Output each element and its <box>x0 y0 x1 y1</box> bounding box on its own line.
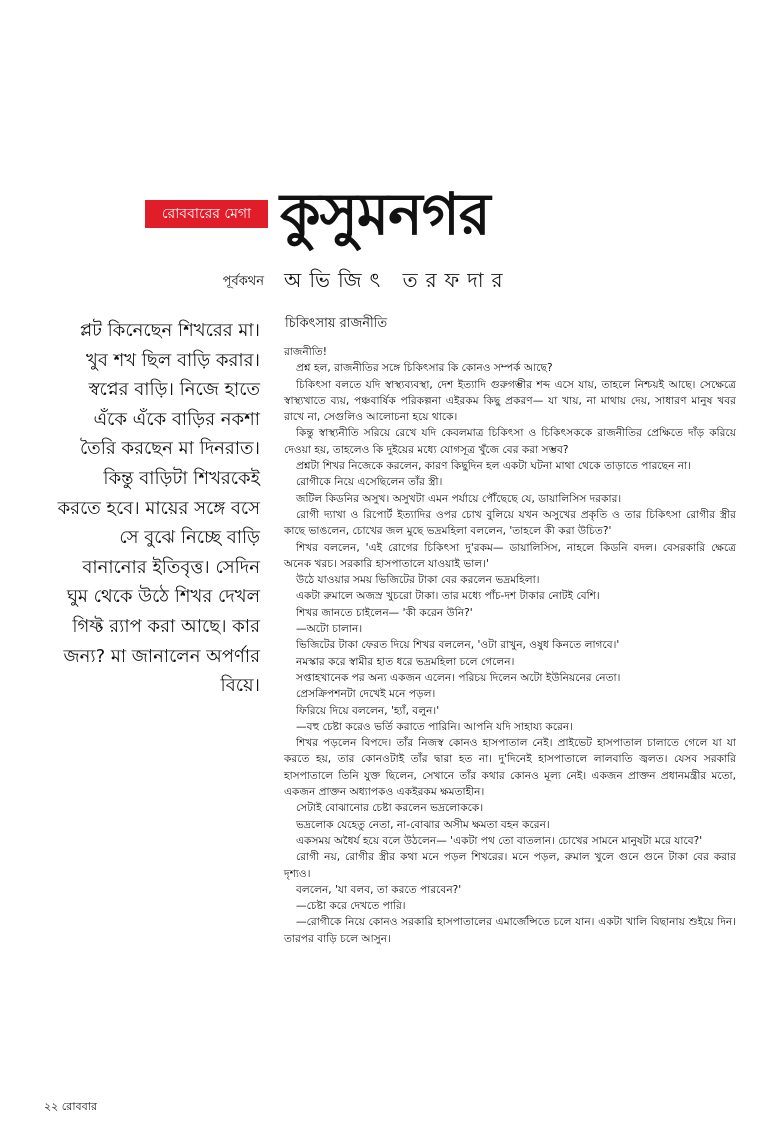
paragraph: ভিজিটের টাকা ফেরত দিয়ে শিখর বললেন, 'ওটা রাখুন, ওষুধ কিনতে লাগবে।' <box>296 639 620 652</box>
paragraph: প্রশ্ন হল, রাজনীতির সঙ্গে চিকিৎসার কি কোনও সম্পর্ক আছে? <box>296 362 553 375</box>
paragraph: জটিল কিডনির অসুখ। অসুখটা এমন পর্যায়ে পৌঁছেছে যে, ডায়ালিসিস দরকার। <box>296 492 622 505</box>
paragraph: সপ্তাহখানেক পর অন্য একজন এলেন। পরিচয় দিলেন অটো ইউনিয়নের নেতা। <box>296 671 621 684</box>
paragraph: —চেষ্টা করে দেখতে পারি। <box>296 900 406 913</box>
page-footer: ২২ রোববার <box>44 1100 97 1113</box>
paragraph: ফিরিয়ে দিয়ে বললেন, 'হ্যাঁ, বলুন।' <box>296 704 440 717</box>
paragraph: উঠে যাওয়ার সময় ভিজিটের টাকা বের করলেন ভদ্রমহিলা। <box>296 574 540 587</box>
paragraph: —অটো চালান। <box>296 623 363 636</box>
author-name: অভিজিৎ তরফদার <box>284 268 511 292</box>
paragraph: —বহু চেষ্টা করেও ভর্তি করাতে পারিনি। আপনি যদি সাহায্য করেন। <box>296 720 574 733</box>
story-title: কুসুমনগর <box>280 180 490 248</box>
previous-installment-label: পূর্বকথন <box>222 274 264 289</box>
pull-quote: প্লট কিনেছেন শিখরের মা। খুব শখ ছিল বাড়ি করার। স্বপ্নের বাড়ি। নিজে হাতে এঁকে এঁকে বাড়ির নকশা তৈরি করছেন মা দিনরাত। কিন্তু বাড়িটা শিখরকেই করতে হবে। মায়ের সঙ্গে বসে সে বুঝে নিচ্ছে বাড়ি বানানোর ইতিবৃত্ত। সেদিন ঘুম থেকে উঠে শিখর দেখল গিফ্ট র‍্যাপ করা আছে। কার জন্য? মা জানালেন অপর্ণার বিয়ে। <box>57 320 260 697</box>
paragraph: নমস্কার করে স্বামীর হাত ধরে ভদ্রমহিলা চলে গেলেন। <box>296 655 515 668</box>
paragraph: শিখর জানতে চাইলেন— 'কী করেন উনি?' <box>296 606 473 619</box>
story-body <box>284 344 736 947</box>
paragraph: প্রেসক্রিপশনটা দেখেই মনে পড়ল। <box>296 688 436 701</box>
paragraph: শিখর বললেন, 'এই রোগের চিকিৎসা দু'রকম— ডায়ালিসিস, নাহলে কিডনি বদল। বেসরকারি ক্ষেত্রে অনেক খরচ। সরকারি হাসপাতালে যাওয়াই ভাল।' <box>284 541 736 570</box>
paragraph: —রোগীকে নিয়ে কোনও সরকারি হাসপাতালের এমার্জেন্সিতে চলে যান। একটা খালি বিছানায় শুইয়ে দিন। তারপর বাড়ি চলে আসুন। <box>284 916 736 945</box>
section-heading: চিকিৎসায় রাজনীতি <box>285 316 388 331</box>
paragraph: একটা রুমালে অজস্র খুচরো টাকা। তার মধ্যে পাঁচ-দশ টাকার নোটই বেশি। <box>296 590 600 603</box>
paragraph: রাজনীতি! <box>284 346 327 358</box>
paragraph: একসময় অধৈর্য হয়ে বলে উঠলেন— 'একটা পথ তো বাতলান। চোখের সামনে মানুষটা মরে যাবে?' <box>296 834 703 847</box>
paragraph: রোগী নয়, রোগীর স্ত্রীর কথা মনে পড়ল শিখরের। মনে পড়ল, রুমাল খুলে গুনে গুনে টাকা বের করার দৃশ্যও। <box>284 851 736 880</box>
paragraph: রোগীকে নিয়ে এসেছিলেন তাঁর স্ত্রী। <box>296 476 443 489</box>
paragraph: কিন্তু স্বাস্থ্যনীতি সরিয়ে রেখে যদি কেবলমাত্র চিকিৎসা ও চিকিৎসককে রাজনীতির প্রেক্ষিতে দাঁড় করিয়ে দেওয়া হয়, তাহলেও কি দুইয়ের মধ্যে যোগসূত্র খুঁজে বের করা সম্ভব? <box>284 427 736 456</box>
paragraph: রোগী দ্যাখা ও রিপোর্ট ইত্যাদির ওপর চোখ বুলিয়ে যখন অসুখের প্রকৃতি ও তার চিকিৎসা রোগীর স্ত্রীর কাছে ভাঙলেন, চোখের জল মুছে ভদ্রমহিলা বললেন, 'তাহলে কী করা উচিত?' <box>284 508 736 538</box>
paragraph: চিকিৎসা বলতে যদি স্বাস্থ্যব্যবস্থা, দেশ ইত্যাদি গুরুগম্ভীর শব্দ এসে যায়, তাহলে নিশ্চয়ই আছে। সেক্ষেত্রে স্বাস্থ্যখাতে ব্যয়, পঞ্চবার্ষিক পরিকল্পনা এইরকম কিছু প্রকরণ— যা খায়, না মাথায় দেয়, সাধারণ মানুষ খবর রাখে না, সেগুলিও আলোচনা হয়ে থাকে। <box>284 378 736 424</box>
paragraph: ভদ্রলোক যেহেতু নেতা, না-বোঝার অসীম ক্ষমতা বহন করেন। <box>296 818 550 831</box>
paragraph: সেটাই বোঝানোর চেষ্টা করলেন ভদ্রলোককে। <box>296 802 484 815</box>
paragraph: প্রশ্নটা শিখর নিজেকে করলেন, কারণ কিছুদিন হল একটা ঘটনা মাথা থেকে তাড়াতে পারছেন না। <box>296 460 691 473</box>
series-tag: রোববারের মেগা <box>145 200 268 228</box>
paragraph: শিখর পড়লেন বিপদে। তাঁর নিজস্ব কোনও হাসপাতাল নেই। প্রাইভেট হাসপাতাল চালাতে গেলে যা যা করতে হয়, তার কোনওটাই তাঁর দ্বারা হত না। দু'দিনেই হাসপাতালে লালবাতি জ্বলত। যেসব সরকারি হাসপাতালে তিনি যুক্ত ছিলেন, সেখানে তাঁর কথার কোনও মূল্য নেই। একজন প্রাক্তন প্রধানমন্ত্রীর মতো, একজন প্রাক্তন অধ্যাপকও একইরকম ক্ষমতাহীন। <box>284 737 736 799</box>
paragraph: বললেন, 'যা বলব, তা করতে পারবেন?' <box>296 883 462 896</box>
